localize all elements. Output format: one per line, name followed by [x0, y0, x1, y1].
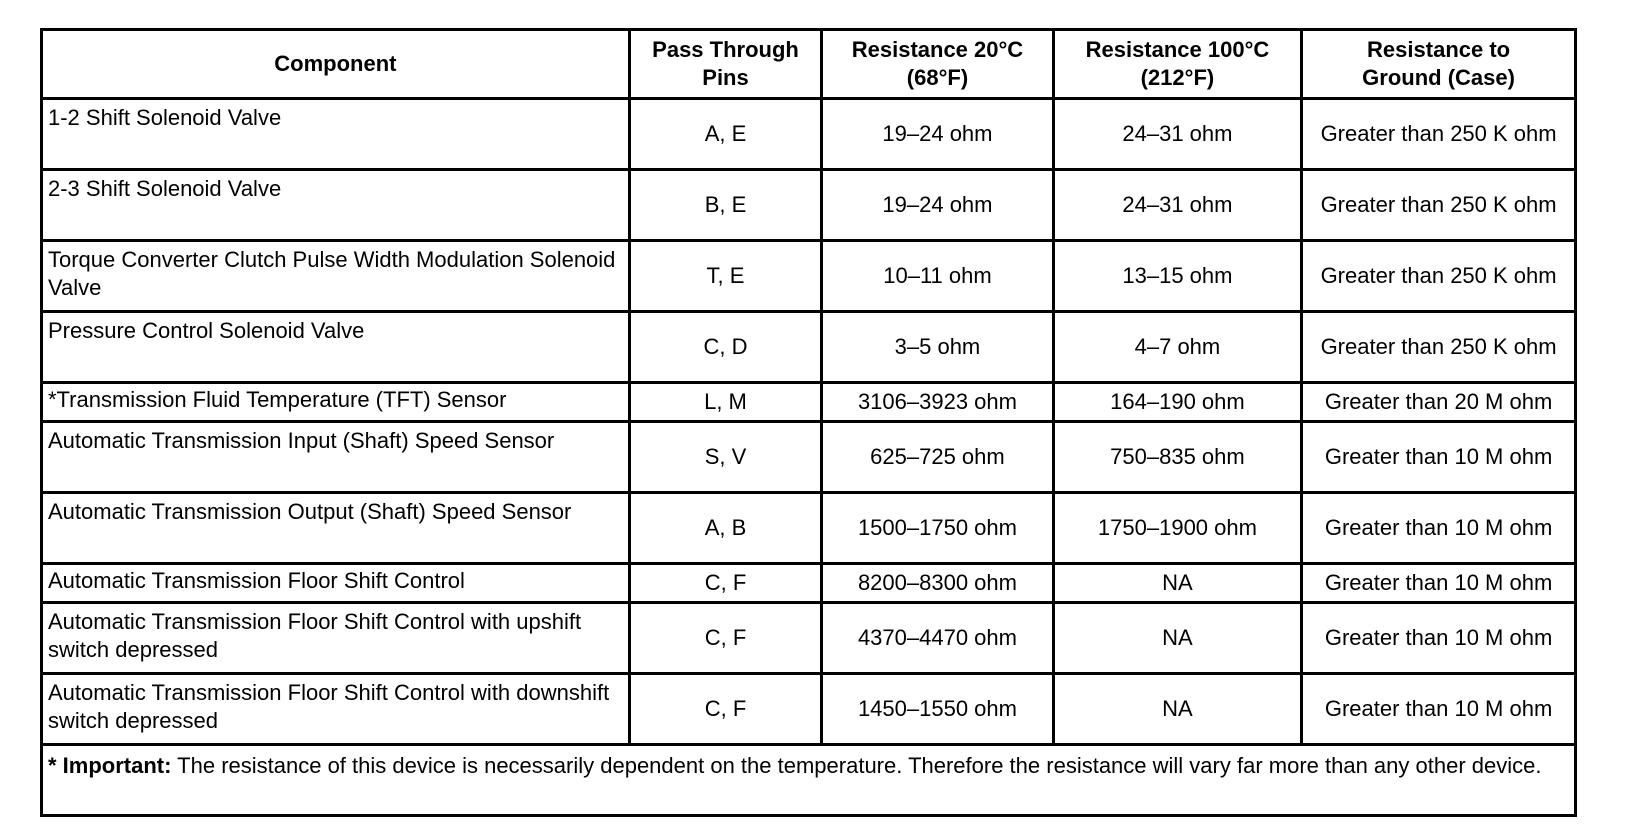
component-cell: Pressure Control Solenoid Valve	[42, 312, 630, 383]
pins-cell: S, V	[629, 422, 821, 493]
table-row	[42, 674, 1576, 745]
resistance-ground-cell: Greater than 250 K ohm	[1302, 312, 1576, 383]
resistance-20c-cell: 1500–1750 ohm	[822, 493, 1054, 564]
resistance-ground-cell: Greater than 250 K ohm	[1302, 241, 1576, 312]
resistance-ground-cell: Greater than 250 K ohm	[1302, 170, 1576, 241]
component-cell: Automatic Transmission Output (Shaft) Speed Sensor	[42, 493, 630, 564]
table-row	[42, 312, 1576, 383]
resistance-spec-table	[40, 28, 1577, 817]
pins-cell: A, E	[629, 99, 821, 170]
resistance-ground-cell: Greater than 10 M ohm	[1302, 674, 1576, 745]
header-resistance-to-ground: Resistance to Ground (Case)	[1302, 30, 1576, 99]
header-pass-through-pins: Pass Through Pins	[629, 30, 821, 99]
resistance-100c-cell: 164–190 ohm	[1053, 383, 1301, 422]
table-body	[42, 99, 1576, 816]
resistance-20c-cell: 3106–3923 ohm	[822, 383, 1054, 422]
component-cell: Automatic Transmission Floor Shift Control with downshift switch depressed	[42, 674, 630, 745]
table-row	[42, 241, 1576, 312]
resistance-100c-cell: NA	[1053, 674, 1301, 745]
table-row	[42, 383, 1576, 422]
resistance-ground-cell: Greater than 10 M ohm	[1302, 493, 1576, 564]
resistance-ground-cell: Greater than 250 K ohm	[1302, 99, 1576, 170]
note-row	[42, 745, 1576, 816]
important-note	[42, 745, 1576, 816]
resistance-ground-cell: Greater than 10 M ohm	[1302, 422, 1576, 493]
component-cell: Torque Converter Clutch Pulse Width Modulation Solenoid Valve	[42, 241, 630, 312]
table-header	[42, 30, 1576, 99]
pins-cell: C, F	[629, 674, 821, 745]
resistance-100c-cell: NA	[1053, 564, 1301, 603]
resistance-100c-cell: NA	[1053, 603, 1301, 674]
resistance-20c-cell: 19–24 ohm	[822, 99, 1054, 170]
resistance-100c-cell: 24–31 ohm	[1053, 170, 1301, 241]
resistance-20c-cell: 3–5 ohm	[822, 312, 1054, 383]
important-note-text: The resistance of this device is necessarily dependent on the temperature. Therefore the resistance will vary far more than any other device.	[171, 753, 1542, 778]
table-row	[42, 170, 1576, 241]
table-row	[42, 493, 1576, 564]
resistance-20c-cell: 19–24 ohm	[822, 170, 1054, 241]
resistance-100c-cell: 4–7 ohm	[1053, 312, 1301, 383]
pins-cell: T, E	[629, 241, 821, 312]
resistance-20c-cell: 625–725 ohm	[822, 422, 1054, 493]
table-row	[42, 564, 1576, 603]
component-cell: 2-3 Shift Solenoid Valve	[42, 170, 630, 241]
header-resistance-100c: Resistance 100°C (212°F)	[1053, 30, 1301, 99]
important-note-label: * Important:	[48, 753, 172, 778]
resistance-20c-cell: 10–11 ohm	[822, 241, 1054, 312]
component-cell: Automatic Transmission Floor Shift Control with upshift switch depressed	[42, 603, 630, 674]
pins-cell: C, F	[629, 603, 821, 674]
header-row	[42, 30, 1576, 99]
pins-cell: L, M	[629, 383, 821, 422]
pins-cell: A, B	[629, 493, 821, 564]
resistance-ground-cell: Greater than 10 M ohm	[1302, 564, 1576, 603]
table-row	[42, 603, 1576, 674]
pins-cell: C, D	[629, 312, 821, 383]
resistance-20c-cell: 1450–1550 ohm	[822, 674, 1054, 745]
resistance-100c-cell: 13–15 ohm	[1053, 241, 1301, 312]
table-row	[42, 422, 1576, 493]
resistance-ground-cell: Greater than 10 M ohm	[1302, 603, 1576, 674]
resistance-100c-cell: 750–835 ohm	[1053, 422, 1301, 493]
component-cell: Automatic Transmission Floor Shift Control	[42, 564, 630, 603]
resistance-ground-cell: Greater than 20 M ohm	[1302, 383, 1576, 422]
component-cell: *Transmission Fluid Temperature (TFT) Sensor	[42, 383, 630, 422]
resistance-20c-cell: 4370–4470 ohm	[822, 603, 1054, 674]
component-cell: Automatic Transmission Input (Shaft) Speed Sensor	[42, 422, 630, 493]
header-resistance-20c: Resistance 20°C (68°F)	[822, 30, 1054, 99]
header-component: Component	[42, 30, 630, 99]
table-row	[42, 99, 1576, 170]
resistance-100c-cell: 1750–1900 ohm	[1053, 493, 1301, 564]
pins-cell: C, F	[629, 564, 821, 603]
resistance-100c-cell: 24–31 ohm	[1053, 99, 1301, 170]
component-cell: 1-2 Shift Solenoid Valve	[42, 99, 630, 170]
resistance-20c-cell: 8200–8300 ohm	[822, 564, 1054, 603]
pins-cell: B, E	[629, 170, 821, 241]
